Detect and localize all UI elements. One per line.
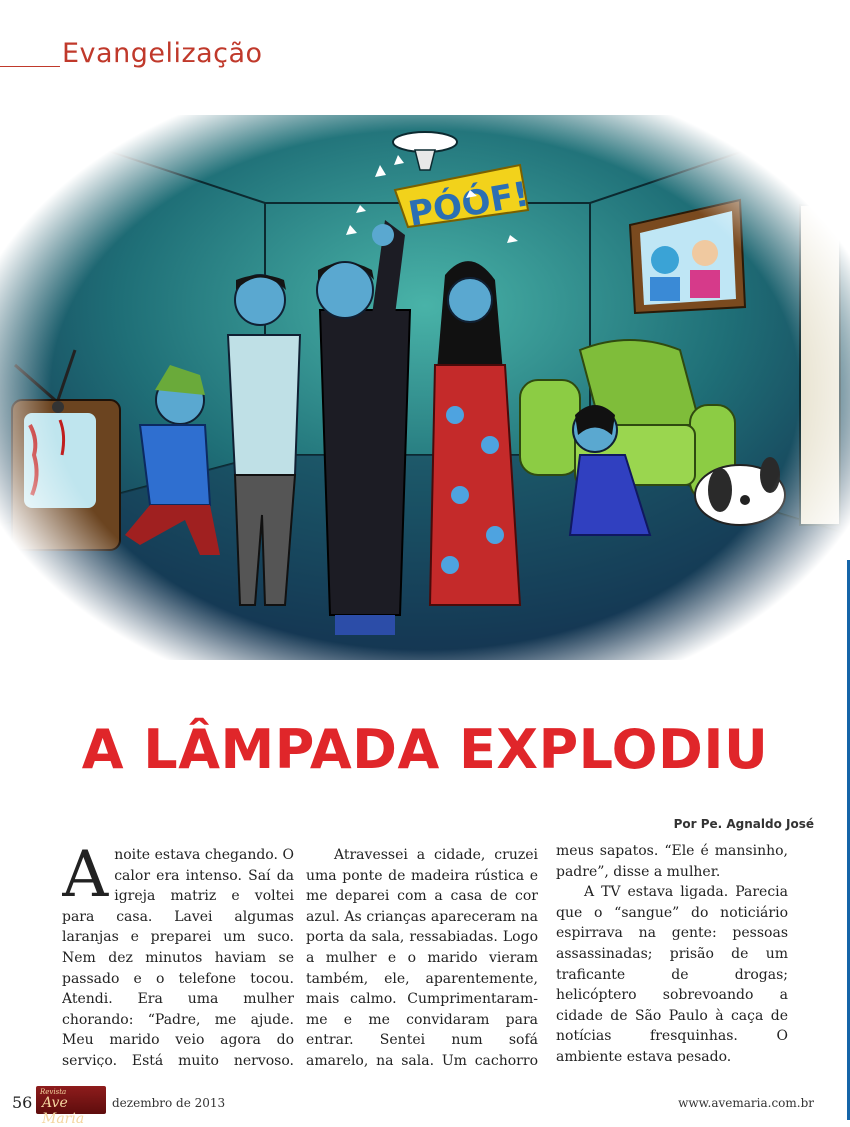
article-headline: A LÂMPADA EXPLODIU — [81, 718, 769, 781]
section-title: Evangelização — [62, 38, 263, 69]
issue-date: dezembro de 2013 — [112, 1096, 226, 1110]
magazine-logo — [36, 1086, 106, 1127]
section-rule — [0, 66, 60, 67]
cartoon-illustration — [0, 95, 850, 685]
website-url[interactable]: www.avemaria.com.br — [678, 1096, 814, 1110]
page-number: 56 — [12, 1093, 33, 1112]
logo-main-text: Ave Maria — [42, 1095, 85, 1127]
paragraph: A noite estava chegando. O calor era intenso. Saí da igreja matriz e voltei para casa. Lavei algumas laranjas e preparei um suco. Nem dez minutos haviam se passado e o telefone tocou. Atendi. Era uma mulher chorando: “Padre, me ajude. Meu marido veio agora do serviço. Está muito nervoso. — [62, 845, 294, 1067]
paragraph: A TV estava ligada. Parecia que o “sangue” do noticiário espirrava na gente: pessoas assassinadas; prisão de um traficante de drogas; helicóptero sobrevoando a cidade de São Paulo à caça de notícias fresquinhas. O ambiente estava pesado. — [556, 884, 788, 1063]
drop-cap: A — [62, 845, 109, 912]
article-byline: Por Pe. Agnaldo José — [673, 817, 814, 831]
article-column-1 — [62, 845, 294, 1067]
article-column-3 — [556, 841, 788, 1063]
logo-small-text: Revista — [40, 1088, 67, 1096]
article-column-2 — [306, 845, 538, 1067]
paragraph: meus sapatos. “Ele é mansinho, padre”, disse a mulher. — [556, 843, 788, 880]
paragraph: Atravessei a cidade, cruzei uma ponte de madeira rústica e me deparei com a casa de cor azul. As crianças apareceram na porta da sala, ressabiadas. Logo a mulher e o marido vieram também, ele, aparentemente, mais calmo. Cumprimentaram-me e me convidaram para entrar. Sentei num sofá amarelo, na sala. Um cachorro — [306, 847, 538, 1067]
